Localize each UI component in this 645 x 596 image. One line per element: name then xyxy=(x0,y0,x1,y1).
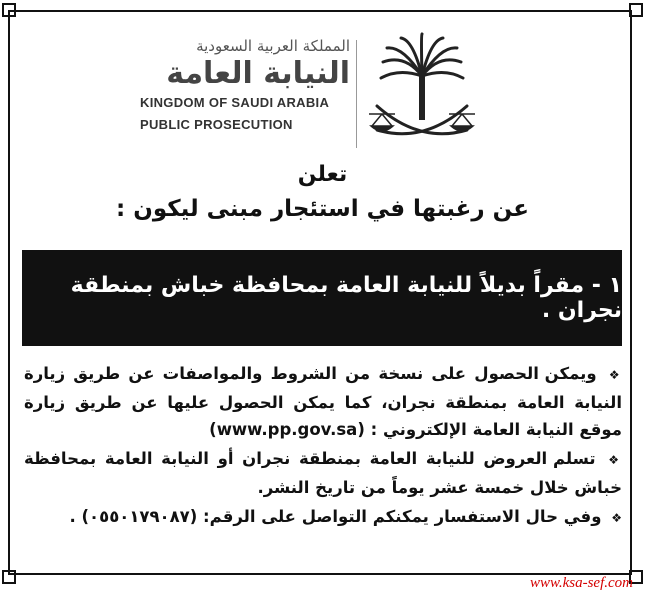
list-item xyxy=(24,360,622,443)
highlight-banner xyxy=(22,250,622,346)
website-watermark: www.ksa-sef.com xyxy=(529,575,633,591)
banner-text: ١ - مقراً بديلاً للنيابة العامة بمحافظة خباش بمنطقة نجران . xyxy=(70,273,622,323)
announcement-subheading: عن رغبتها في استئجار مبنى ليكون : xyxy=(115,196,529,222)
bullet-icon: ❖ xyxy=(608,368,623,382)
bullet-icon: ❖ xyxy=(611,511,622,525)
organization-logo-text xyxy=(140,36,350,136)
bullet-icon: ❖ xyxy=(608,453,622,467)
details-list xyxy=(24,360,622,534)
prosecution-name-arabic: النيابة العامة xyxy=(166,56,350,91)
palm-swords-scales-emblem-icon xyxy=(365,32,480,152)
kingdom-name-arabic: المملكة العربية السعودية xyxy=(196,37,350,55)
logo-divider xyxy=(356,40,357,148)
prosecution-name-english: PUBLIC PROSECUTION xyxy=(140,117,293,132)
kingdom-name-english: KINGDOM OF SAUDI ARABIA xyxy=(140,95,330,110)
list-item xyxy=(24,445,622,501)
item-text: وفي حال الاستفسار يمكنكم التواصل على الرقم: (٠٥٥٠١٧٩٠٨٧) . xyxy=(69,507,602,526)
announcement-heading: تعلن xyxy=(297,162,348,187)
item-text: ويمكن الحصول على نسخة من الشروط والمواصفات عن طريق زيارة النيابة العامة بمنطقة نجران، كما يمكن الحصول عليها عن طريق زيارة موقع النيابة العامة الإلكتروني : (www.pp.gov.sa) xyxy=(24,364,622,439)
list-item xyxy=(24,503,622,532)
item-text: تسلم العروض للنيابة العامة بمنطقة نجران أو النيابة العامة بمحافظة خباش خلال خمسة عشر يوماً من تاريخ النشر. xyxy=(24,449,622,497)
